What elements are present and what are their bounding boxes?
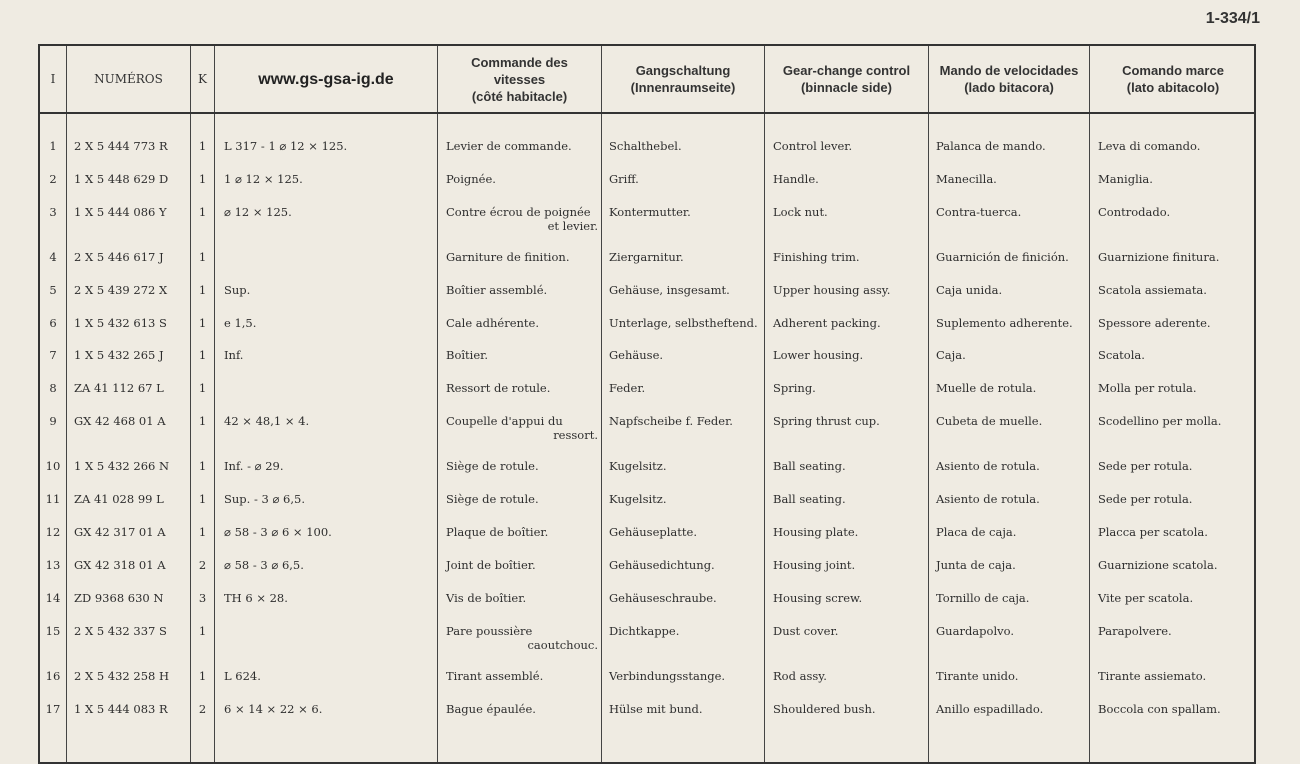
french-desc: Joint de boîtier. [446, 558, 536, 572]
cell-it: Leva di comando. [1098, 139, 1201, 153]
cell-i: 9 [49, 414, 57, 428]
cell-spec: TH 6 × 28. [224, 591, 288, 605]
cell-it: Controdado. [1098, 205, 1171, 219]
cell-spec: L 624. [224, 669, 261, 683]
cell-es: Caja unida. [936, 283, 1003, 297]
cell-en: Dust cover. [773, 624, 839, 638]
cell-fr [446, 316, 598, 330]
cell-k: 1 [198, 624, 207, 638]
cell-es: Contra-tuerca. [936, 205, 1022, 219]
cell-num: 1 X 5 448 629 D [74, 172, 169, 186]
cell-es: Suplemento adherente. [936, 316, 1073, 330]
cell-num: 1 X 5 432 266 N [74, 459, 170, 473]
cell-en: Rod assy. [773, 669, 827, 683]
cell-num: 2 X 5 444 773 R [74, 139, 168, 153]
cell-num: 1 X 5 432 613 S [74, 316, 167, 330]
cell-i: 13 [45, 558, 61, 572]
cell-de: Griff. [609, 172, 639, 186]
cell-es: Tornillo de caja. [936, 591, 1030, 605]
cell-i: 1 [49, 139, 57, 153]
cell-de: Feder. [609, 381, 646, 395]
french-desc: Ressort de rotule. [446, 381, 551, 395]
cell-i: 10 [45, 459, 61, 473]
cell-i: 8 [49, 381, 57, 395]
cell-spec: Sup. - 3 ⌀ 6,5. [224, 492, 305, 506]
cell-it: Maniglia. [1098, 172, 1153, 186]
cell-en: Control lever. [773, 139, 853, 153]
french-desc: Coupelle d'appui du [446, 414, 563, 428]
cell-it: Spessore aderente. [1098, 316, 1211, 330]
cell-de: Kugelsitz. [609, 459, 667, 473]
cell-es: Asiento de rotula. [936, 459, 1040, 473]
french-desc: Boîtier. [446, 348, 489, 362]
cell-k: 1 [198, 139, 207, 153]
french-desc: Levier de commande. [446, 139, 572, 153]
french-desc: Boîtier assemblé. [446, 283, 548, 297]
cell-de: Unterlage, selbstheftend. [609, 316, 758, 330]
cell-en: Ball seating. [773, 459, 846, 473]
cell-spec: ⌀ 58 - 3 ⌀ 6,5. [224, 558, 304, 572]
cell-it: Placca per scatola. [1098, 525, 1208, 539]
cell-it: Parapolvere. [1098, 624, 1172, 638]
cell-it: Boccola con spallam. [1098, 702, 1221, 716]
cell-es: Tirante unido. [936, 669, 1019, 683]
french-desc: Garniture de finition. [446, 250, 570, 264]
cell-num: 1 X 5 432 265 J [74, 348, 164, 362]
cell-de: Verbindungsstange. [609, 669, 726, 683]
cell-fr [446, 139, 598, 153]
header-numbers: NUMÉROS [94, 71, 163, 86]
cell-it: Guarnizione finitura. [1098, 250, 1220, 264]
cell-es: Guardapolvo. [936, 624, 1015, 638]
header-italian: Comando marce (lato abitacolo) [1122, 63, 1224, 95]
french-desc: Contre écrou de poignée [446, 205, 591, 219]
cell-en: Upper housing assy. [773, 283, 891, 297]
cell-spec: e 1,5. [224, 316, 257, 330]
cell-i: 14 [45, 591, 61, 605]
cell-fr [446, 591, 598, 605]
cell-k: 1 [198, 348, 207, 362]
header-k: K [198, 71, 207, 86]
cell-en: Finishing trim. [773, 250, 860, 264]
cell-fr [446, 492, 598, 506]
cell-de: Schalthebel. [609, 139, 682, 153]
french-desc: Pare poussière [446, 624, 533, 638]
cell-k: 3 [198, 591, 207, 605]
cell-i: 5 [49, 283, 57, 297]
cell-es: Anillo espadillado. [936, 702, 1044, 716]
cell-de: Gehäuseschraube. [609, 591, 717, 605]
cell-de: Hülse mit bund. [609, 702, 703, 716]
french-desc: Vis de boîtier. [446, 591, 527, 605]
cell-fr [446, 558, 598, 572]
cell-fr [446, 414, 598, 442]
cell-num: ZA 41 112 67 L [74, 381, 164, 395]
header-index: I [50, 71, 56, 86]
cell-num: 2 X 5 446 617 J [74, 250, 164, 264]
cell-it: Molla per rotula. [1098, 381, 1197, 395]
cell-it: Sede per rotula. [1098, 492, 1193, 506]
cell-en: Handle. [773, 172, 819, 186]
cell-spec: 1 ⌀ 12 × 125. [224, 172, 303, 186]
cell-k: 1 [198, 492, 207, 506]
french-desc-continued: et levier. [547, 219, 598, 233]
cell-spec: 42 × 48,1 × 4. [224, 414, 310, 428]
cell-en: Housing plate. [773, 525, 859, 539]
header-french: Commande des vitesses (côté habitacle) [471, 54, 568, 104]
cell-es: Placa de caja. [936, 525, 1017, 539]
french-desc: Cale adhérente. [446, 316, 540, 330]
cell-i: 11 [45, 492, 61, 506]
cell-k: 1 [198, 525, 207, 539]
cell-num: 1 X 5 444 083 R [74, 702, 168, 716]
cell-de: Gehäuse. [609, 348, 664, 362]
header-website: www.gs-gsa-ig.de [258, 70, 394, 88]
cell-num: GX 42 318 01 A [74, 558, 166, 572]
parts-table [38, 44, 1256, 764]
cell-en: Lower housing. [773, 348, 864, 362]
cell-k: 2 [198, 558, 207, 572]
cell-de: Gehäuse, insgesamt. [609, 283, 730, 297]
cell-num: GX 42 468 01 A [74, 414, 166, 428]
cell-k: 1 [198, 381, 207, 395]
cell-spec: ⌀ 58 - 3 ⌀ 6 × 100. [224, 525, 332, 539]
cell-i: 15 [45, 624, 61, 638]
cell-en: Ball seating. [773, 492, 846, 506]
cell-num: GX 42 317 01 A [74, 525, 166, 539]
cell-i: 6 [49, 316, 57, 330]
cell-num: 2 X 5 439 272 X [74, 283, 168, 297]
french-desc: Siège de rotule. [446, 492, 539, 506]
cell-de: Ziergarnitur. [609, 250, 684, 264]
cell-en: Adherent packing. [773, 316, 881, 330]
cell-fr [446, 525, 598, 539]
cell-es: Junta de caja. [936, 558, 1016, 572]
cell-fr [446, 624, 598, 652]
french-desc: Poignée. [446, 172, 496, 186]
cell-spec: Sup. [224, 283, 251, 297]
cell-k: 1 [198, 205, 207, 219]
cell-fr [446, 669, 598, 683]
cell-num: ZD 9368 630 N [74, 591, 164, 605]
cell-en: Spring. [773, 381, 816, 395]
cell-num: ZA 41 028 99 L [74, 492, 164, 506]
cell-k: 1 [198, 283, 207, 297]
cell-k: 1 [198, 316, 207, 330]
cell-i: 7 [49, 348, 57, 362]
cell-es: Caja. [936, 348, 966, 362]
cell-num: 1 X 5 444 086 Y [74, 205, 167, 219]
cell-it: Vite per scatola. [1098, 591, 1194, 605]
cell-k: 1 [198, 250, 207, 264]
french-desc: Plaque de boîtier. [446, 525, 549, 539]
cell-en: Spring thrust cup. [773, 414, 880, 428]
cell-en: Housing screw. [773, 591, 863, 605]
cell-de: Dichtkappe. [609, 624, 680, 638]
cell-i: 12 [45, 525, 61, 539]
cell-fr [446, 250, 598, 264]
cell-es: Muelle de rotula. [936, 381, 1037, 395]
cell-es: Manecilla. [936, 172, 997, 186]
cell-it: Sede per rotula. [1098, 459, 1193, 473]
cell-i: 16 [45, 669, 61, 683]
cell-en: Housing joint. [773, 558, 856, 572]
page-number: 1-334/1 [1205, 10, 1260, 27]
cell-spec: L 317 - 1 ⌀ 12 × 125. [224, 139, 348, 153]
cell-i: 17 [45, 702, 61, 716]
cell-fr [446, 381, 598, 395]
cell-k: 1 [198, 669, 207, 683]
cell-fr [446, 702, 598, 716]
cell-spec: Inf. - ⌀ 29. [224, 459, 284, 473]
header-english: Gear-change control (binnacle side) [782, 63, 911, 95]
cell-de: Kugelsitz. [609, 492, 667, 506]
cell-fr [446, 283, 598, 297]
cell-it: Tirante assiemato. [1098, 669, 1207, 683]
header-german: Gangschaltung (Innenraumseite) [630, 63, 736, 95]
cell-de: Napfscheibe f. Feder. [609, 414, 733, 428]
cell-k: 1 [198, 172, 207, 186]
cell-k: 1 [198, 459, 207, 473]
cell-fr [446, 459, 598, 473]
cell-it: Guarnizione scatola. [1098, 558, 1218, 572]
cell-de: Kontermutter. [609, 205, 691, 219]
cell-es: Cubeta de muelle. [936, 414, 1043, 428]
cell-fr [446, 172, 598, 186]
cell-en: Shouldered bush. [773, 702, 876, 716]
cell-es: Guarnición de finición. [936, 250, 1069, 264]
cell-spec: ⌀ 12 × 125. [224, 205, 292, 219]
cell-fr [446, 348, 598, 362]
cell-es: Palanca de mando. [936, 139, 1046, 153]
cell-spec: Inf. [224, 348, 244, 362]
cell-k: 2 [198, 702, 207, 716]
french-desc: Bague épaulée. [446, 702, 536, 716]
cell-en: Lock nut. [773, 205, 828, 219]
cell-spec: 6 × 14 × 22 × 6. [224, 702, 323, 716]
cell-it: Scodellino per molla. [1098, 414, 1222, 428]
cell-it: Scatola. [1098, 348, 1145, 362]
header-spanish: Mando de velocidades (lado bitacora) [939, 63, 1079, 95]
cell-i: 2 [49, 172, 57, 186]
cell-fr [446, 205, 598, 233]
cell-it: Scatola assiemata. [1098, 283, 1207, 297]
cell-i: 4 [49, 250, 57, 264]
cell-es: Asiento de rotula. [936, 492, 1040, 506]
french-desc-continued: caoutchouc. [527, 638, 598, 652]
french-desc: Tirant assemblé. [446, 669, 544, 683]
french-desc: Siège de rotule. [446, 459, 539, 473]
cell-i: 3 [49, 205, 57, 219]
cell-de: Gehäusedichtung. [609, 558, 715, 572]
cell-num: 2 X 5 432 258 H [74, 669, 170, 683]
cell-de: Gehäuseplatte. [609, 525, 697, 539]
cell-k: 1 [198, 414, 207, 428]
cell-num: 2 X 5 432 337 S [74, 624, 167, 638]
french-desc-continued: ressort. [553, 428, 598, 442]
